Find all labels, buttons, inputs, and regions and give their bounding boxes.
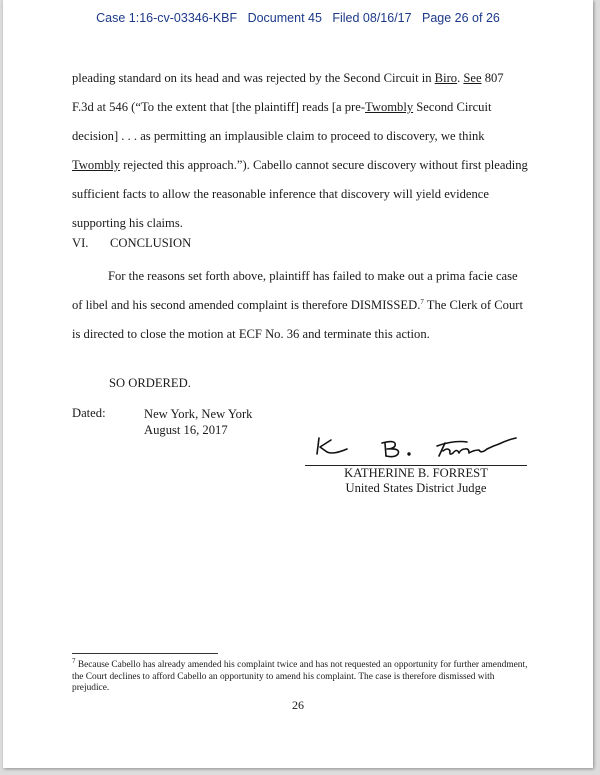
paragraph-text: pleading standard on its head and was rejected by the Second Circuit in — [72, 71, 435, 85]
dated-city: New York, New York — [144, 407, 253, 421]
paragraph-text: . — [457, 71, 464, 85]
paragraph-text: 807 F.3d at 546 (“To the extent that [the plaintiff] reads [a pre- — [72, 71, 504, 114]
case-citation-twombly: Twombly — [365, 100, 414, 114]
paragraph-text: Second Circuit decision] . . . as permitting an implausible claim to proceed to discovery, we think — [72, 100, 492, 143]
judge-block — [305, 466, 527, 496]
paragraph-text: The Clerk of Court is directed to close the motion at ECF No. 36 and terminate this action. — [72, 298, 523, 341]
footnote — [72, 656, 532, 695]
judge-signature — [309, 430, 523, 464]
judge-title: United States District Judge — [345, 481, 487, 495]
footnote-divider — [72, 653, 218, 654]
header-page-count: Page 26 of 26 — [422, 11, 500, 25]
dated-label: Dated: — [72, 406, 106, 420]
header-case-number: Case 1:16-cv-03346-KBF — [96, 11, 238, 25]
dated-block — [144, 406, 252, 438]
signal-see: See — [463, 71, 482, 85]
footnote-text: Because Cabello has already amended his complaint twice and has not requested an opportunity for further amendment, the Court declines to afford Cabello an opportunity to amend his complaint. The case is therefore dismissed with prejudice. — [72, 660, 528, 693]
dated-date: August 16, 2017 — [144, 423, 228, 437]
paragraph-discovery — [72, 64, 528, 238]
document-page — [3, 0, 593, 768]
judge-name: KATHERINE B. FORREST — [344, 466, 488, 480]
section-number: VI. — [72, 236, 89, 250]
section-title: CONCLUSION — [110, 236, 192, 250]
section-heading — [72, 236, 191, 251]
so-ordered: SO ORDERED. — [109, 376, 191, 390]
paragraph-text: For the reasons set forth above, plaintiff has failed to make out a prima facie case of libel and his second amended complaint is therefore DISMISSED. — [72, 269, 518, 312]
case-citation-twombly: Twombly — [72, 158, 121, 172]
header-filed-date: Filed 08/16/17 — [332, 11, 412, 25]
case-citation-biro: Biro — [434, 71, 458, 85]
ecf-header — [3, 11, 593, 25]
footnote-number: 7 — [72, 656, 76, 665]
footnote-reference: 7 — [420, 297, 424, 306]
header-document-number: Document 45 — [247, 11, 322, 25]
paragraph-text: rejected this approach.”). Cabello cannot secure discovery without first pleading sufficient facts to allow the reasonable inference that discovery will yield evidence supporting his claims. — [72, 158, 528, 230]
paragraph-conclusion — [72, 262, 528, 349]
page-number: 26 — [292, 698, 304, 712]
